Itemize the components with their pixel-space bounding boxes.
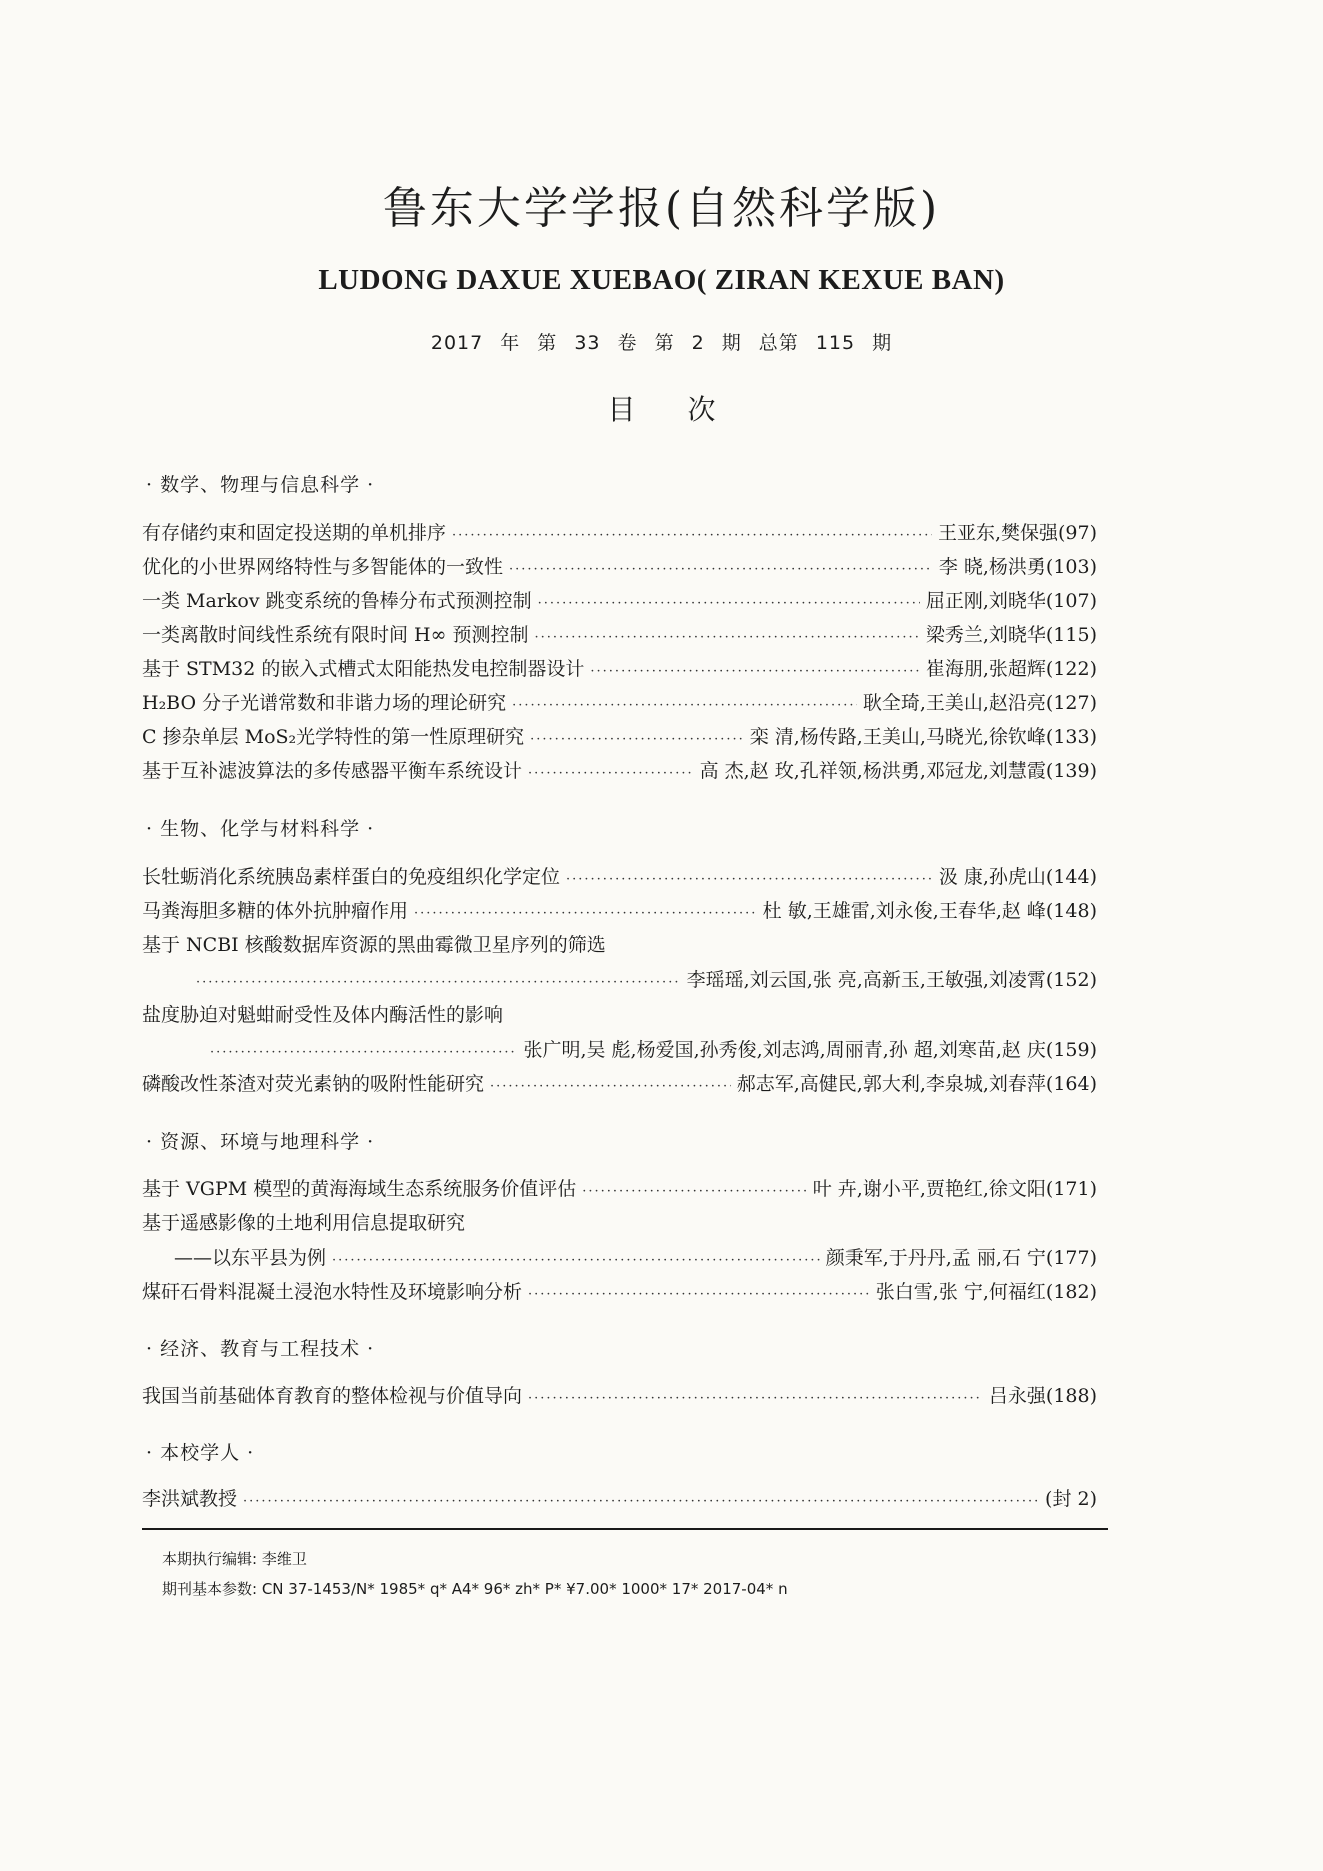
entry-title: H₂BO 分子光谱常数和非谐力场的理论研究	[142, 692, 507, 714]
toc-entry[interactable]	[142, 722, 1097, 752]
toc-entry-continued[interactable]	[174, 1243, 1097, 1273]
section-heading: · 数学、物理与信息科学 ·	[146, 474, 375, 496]
entry-authors: 屈正刚,刘晓华(107)	[925, 590, 1097, 612]
leader-dots	[243, 1488, 1039, 1510]
leader-dots	[210, 1039, 517, 1061]
entry-title: 磷酸改性茶渣对荧光素钠的吸附性能研究	[142, 1073, 485, 1095]
leader-dots	[452, 522, 932, 544]
toc-entry[interactable]	[142, 1484, 1097, 1514]
footer-params: 期刊基本参数: CN 37-1453/N* 1985* q* A4* 96* zh* P* ¥7.00* 1000* 17* 2017-04* n	[162, 1580, 788, 1598]
toc-entry[interactable]	[142, 1277, 1097, 1307]
entry-title: 基于 STM32 的嵌入式槽式太阳能热发电控制器设计	[142, 658, 585, 680]
leader-dots	[196, 969, 681, 991]
entry-authors: 吕永强(188)	[988, 1385, 1097, 1407]
leader-dots	[512, 692, 857, 714]
entry-title[interactable]: 盐度胁迫对魁蚶耐受性及体内酶活性的影响	[142, 1004, 504, 1026]
toc-entry[interactable]	[142, 620, 1097, 650]
toc-entry[interactable]	[142, 688, 1097, 718]
leader-dots	[414, 900, 757, 922]
section-heading: · 经济、教育与工程技术 ·	[146, 1338, 375, 1360]
leader-dots	[590, 658, 919, 680]
toc-entry[interactable]	[142, 1174, 1097, 1204]
entry-title: 李洪斌教授	[142, 1488, 238, 1510]
entry-authors: 郝志军,高健民,郭大利,李泉城,刘春萍(164)	[736, 1073, 1097, 1095]
entry-authors: 李瑶瑶,刘云国,张 亮,高新玉,王敏强,刘凌霄(152)	[686, 969, 1097, 991]
leader-dots	[490, 1073, 731, 1095]
toc-entry[interactable]	[142, 1381, 1097, 1411]
leader-dots	[566, 866, 933, 888]
entry-title[interactable]: 基于遥感影像的土地利用信息提取研究	[142, 1212, 466, 1234]
toc-entry[interactable]	[142, 518, 1097, 548]
toc-heading: 目次	[607, 393, 768, 426]
entry-authors: 颜秉军,于丹丹,孟 丽,石 宁(177)	[825, 1247, 1097, 1269]
section-heading: · 本校学人 ·	[146, 1442, 255, 1464]
entry-title: 优化的小世界网络特性与多智能体的一致性	[142, 556, 504, 578]
leader-dots	[530, 726, 744, 748]
entry-authors: 耿全琦,王美山,赵沿亮(127)	[862, 692, 1097, 714]
entry-title: 基于 VGPM 模型的黄海海域生态系统服务价值评估	[142, 1178, 577, 1200]
entry-subtitle: ——以东平县为例	[174, 1247, 327, 1269]
section-heading: · 资源、环境与地理科学 ·	[146, 1131, 375, 1153]
entry-authors: 张广明,吴 彪,杨爱国,孙秀俊,刘志鸿,周丽青,孙 超,刘寒苗,赵 庆(159)	[523, 1039, 1097, 1061]
entry-title[interactable]: 基于 NCBI 核酸数据库资源的黑曲霉微卫星序列的筛选	[142, 934, 606, 956]
journal-title-en: LUDONG DAXUE XUEBAO( ZIRAN KEXUE BAN)	[318, 264, 1005, 296]
section-heading: · 生物、化学与材料科学 ·	[146, 818, 375, 840]
entry-authors: 梁秀兰,刘晓华(115)	[925, 624, 1097, 646]
entry-authors: 栾 清,杨传路,王美山,马晓光,徐钦峰(133)	[749, 726, 1097, 748]
leader-dots	[528, 1281, 870, 1303]
entry-authors: 崔海朋,张超辉(122)	[925, 658, 1097, 680]
entry-authors: 李 晓,杨洪勇(103)	[938, 556, 1097, 578]
entry-title: C 掺杂单层 MoS₂光学特性的第一性原理研究	[142, 726, 525, 748]
toc-entry[interactable]	[142, 756, 1097, 786]
leader-dots	[538, 590, 920, 612]
entry-authors: 张白雪,张 宁,何福红(182)	[875, 1281, 1097, 1303]
footer-editor: 本期执行编辑: 李维卫	[162, 1550, 307, 1568]
entry-title: 一类 Markov 跳变系统的鲁棒分布式预测控制	[142, 590, 532, 612]
toc-entry-continued[interactable]	[210, 1035, 1097, 1065]
toc-entry[interactable]	[142, 586, 1097, 616]
leader-dots	[509, 556, 933, 578]
entry-title: 有存储约束和固定投送期的单机排序	[142, 522, 447, 544]
leader-dots	[528, 1385, 983, 1407]
entry-authors: 叶 卉,谢小平,贾艳红,徐文阳(171)	[812, 1178, 1097, 1200]
entry-title: 长牡蛎消化系统胰岛素样蛋白的免疫组织化学定位	[142, 866, 561, 888]
entry-authors: 王亚东,樊保强(97)	[937, 522, 1097, 544]
toc-entry[interactable]	[142, 1069, 1097, 1099]
toc-entry[interactable]	[142, 862, 1097, 892]
journal-title-cn: 鲁东大学学报(自然科学版)	[382, 183, 941, 234]
entry-title: 马粪海胆多糖的体外抗肿瘤作用	[142, 900, 409, 922]
entry-authors: 汲 康,孙虎山(144)	[938, 866, 1097, 888]
entry-authors: 高 杰,赵 玫,孔祥领,杨洪勇,邓冠龙,刘慧霞(139)	[699, 760, 1097, 782]
entry-title: 我国当前基础体育教育的整体检视与价值导向	[142, 1385, 523, 1407]
toc-entry[interactable]	[142, 654, 1097, 684]
issue-info: 2017 年 第 33 卷 第 2 期 总第 115 期	[430, 332, 893, 354]
leader-dots	[582, 1178, 807, 1200]
entry-authors: 杜 敏,王雄雷,刘永俊,王春华,赵 峰(148)	[762, 900, 1097, 922]
toc-entry-continued[interactable]	[196, 965, 1097, 995]
toc-entry[interactable]	[142, 896, 1097, 926]
leader-dots	[332, 1247, 820, 1269]
toc-entry[interactable]	[142, 552, 1097, 582]
footer-rule	[142, 1528, 1108, 1530]
entry-title: 一类离散时间线性系统有限时间 H∞ 预测控制	[142, 624, 529, 646]
leader-dots	[534, 624, 919, 646]
entry-title: 煤矸石骨料混凝土浸泡水特性及环境影响分析	[142, 1281, 523, 1303]
leader-dots	[528, 760, 694, 782]
entry-title: 基于互补滤波算法的多传感器平衡车系统设计	[142, 760, 523, 782]
entry-authors: (封 2)	[1045, 1488, 1097, 1510]
